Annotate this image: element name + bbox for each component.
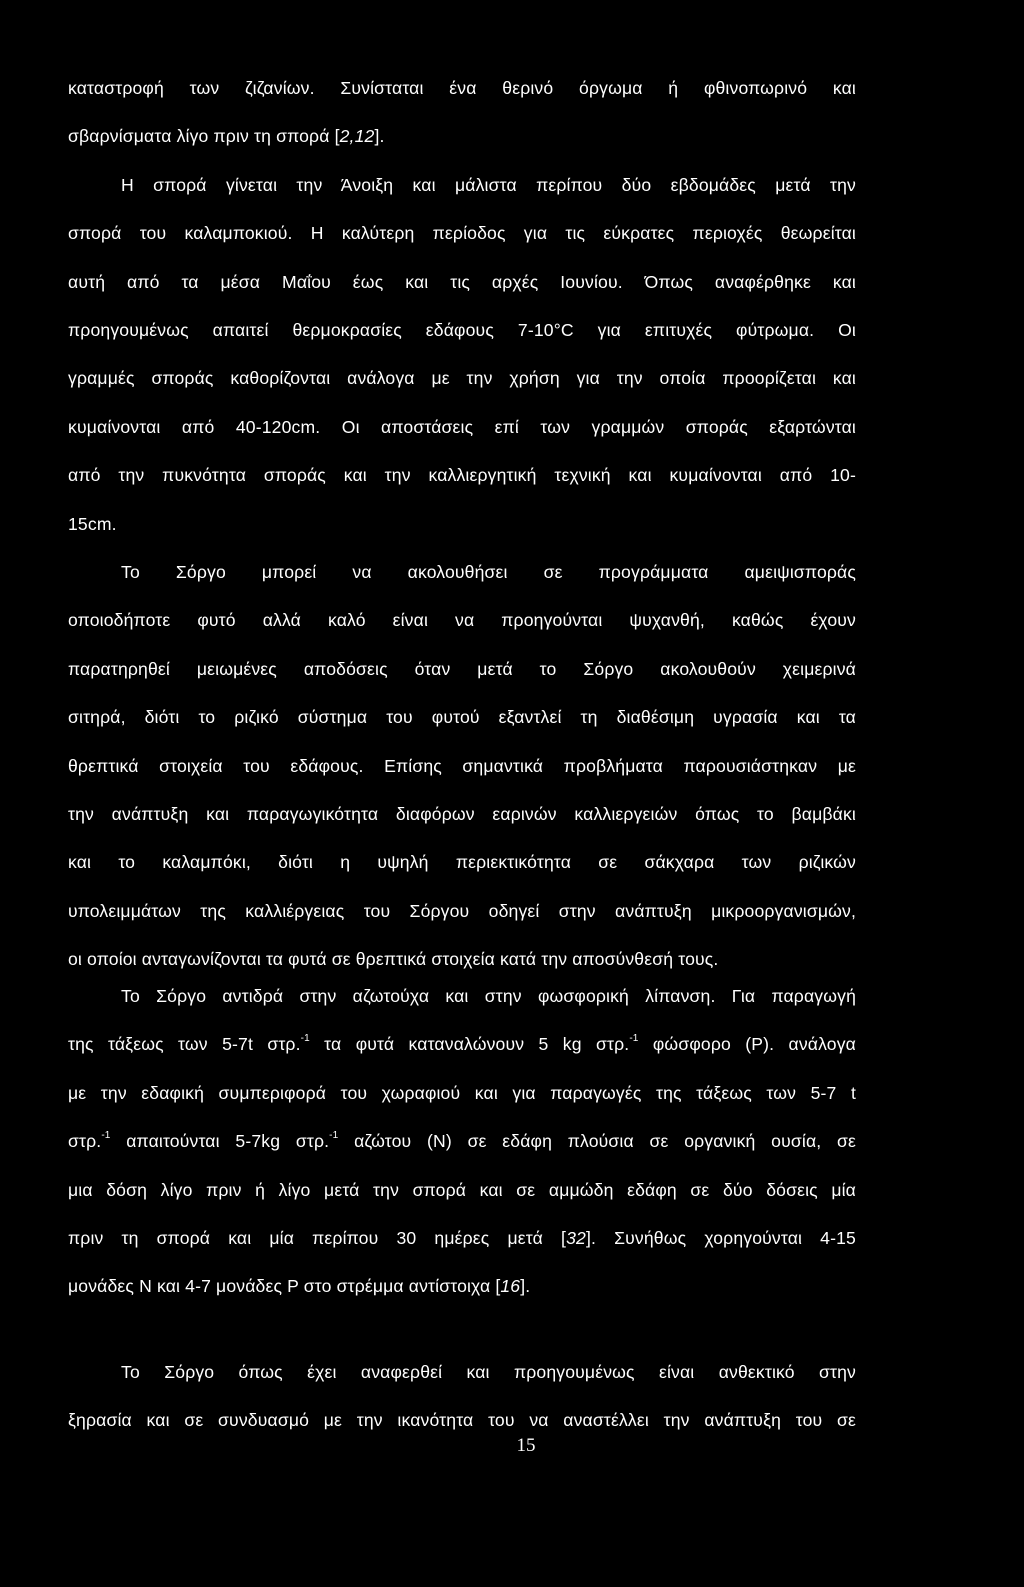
text-line: κυμαίνονται από 40-120cm. Οι αποστάσεις επί των γραμμών σποράς εξαρτώνται [68, 416, 856, 437]
text-line: γραμμές σποράς καθορίζονται ανάλογα με την χρήση για την οποία προορίζεται και [68, 368, 856, 389]
text-line: καταστροφή των ζιζανίων. Συνίσταται ένα θερινό όργωμα ή φθινοπωρινό και [68, 78, 856, 98]
text-line: οποιοδήποτε φυτό αλλά καλό είναι να προηγούνται ψυχανθή, καθώς έχουν [68, 610, 856, 631]
text-line: σπορά του καλαμποκιού. Η καλύτερη περίοδος για τις εύκρατες περιοχές θεωρείται [68, 223, 856, 244]
text-line: υπολειμμάτων της καλλιέργειας του Σόργου οδηγεί στην ανάπτυξη μικροοργανισμών, [68, 900, 856, 921]
text-line: παρατηρηθεί μειωμένες αποδόσεις όταν μετά το Σόργο ακολουθούν χειμερινά [68, 658, 856, 679]
paragraph-group-sowing [68, 64, 856, 548]
citation: 2,12 [339, 126, 375, 147]
text-line: ξηρασία και σε συνδυασμό με την ικανότητα του να αναστέλλει την ανάπτυξη του σε [68, 1410, 856, 1431]
text-line: από την πυκνότητα σποράς και την καλλιεργητική τεχνική και κυμαίνονται από 10- [68, 465, 856, 486]
paragraph-crop-rotation [68, 548, 856, 984]
citation: 32 [566, 1227, 586, 1248]
superscript: -1 [101, 1130, 111, 1142]
text-line: και το καλαμπόκι, διότι η υψηλή περιεκτικότητα σε σάκχαρα των ριζικών [68, 852, 856, 873]
text-line: στρ.$^{-1}$ απαιτούνται 5-7kg στρ.$^{-1}$ αζώτου (N) σε εδάφη πλούσια σε οργανική ουσία, σε [68, 1130, 856, 1152]
text-line: της τάξεως των 5-7t στρ.$^{-1}$ τα φυτά καταναλώνουν 5 kg στρ.$^{-1}$ φώσφορο (P). ανάλογα [68, 1033, 856, 1055]
text-line: οι οποίοι ανταγωνίζονται τα φυτά σε θρεπτικά στοιχεία κατά την αποσύνθεσή τους. [68, 949, 719, 970]
text-line: Το Σόργο αντιδρά στην αζωτούχα και στην φωσφορική λίπανση. Για παραγωγή [121, 986, 856, 1006]
text-line: Το Σόργο μπορεί να ακολουθήσει σε προγράμματα αμειψισποράς [121, 562, 856, 582]
text-line: Το Σόργο όπως έχει αναφερθεί και προηγουμένως είναι ανθεκτικό στην [121, 1362, 856, 1382]
text-line: με την εδαφική συμπεριφορά του χωραφιού και για παραγωγές της τάξεως των 5-7 t [68, 1082, 856, 1103]
text-line: Η σπορά γίνεται την Άνοιξη και μάλιστα περίπου δύο εβδομάδες μετά την [121, 174, 856, 195]
paragraph-fertilization [68, 972, 856, 1311]
text-line: την ανάπτυξη και παραγωγικότητα διαφόρων εαρινών καλλιεργειών όπως το βαμβάκι [68, 803, 856, 824]
citation: 16 [500, 1276, 521, 1297]
superscript: -1 [329, 1130, 339, 1142]
text-line: πριν τη σπορά και μία περίπου 30 ημέρες μετά [32]. Συνήθως χορηγούνται 4-15 [68, 1227, 856, 1248]
text-line: θρεπτικά στοιχεία του εδάφους. Επίσης σημαντικά προβλήματα παρουσιάστηκαν με [68, 755, 856, 776]
superscript: -1 [300, 1033, 310, 1045]
text-line: 15cm. [68, 513, 117, 534]
paragraph-drought [68, 1348, 856, 1445]
text-line: αυτή από τα μέσα Μαΐου έως και τις αρχές Ιουνίου. Όπως αναφέρθηκε και [68, 271, 856, 292]
page-number: 15 [516, 1435, 536, 1456]
superscript: -1 [629, 1033, 639, 1045]
text-line: προηγουμένως απαιτεί θερμοκρασίες εδάφους 7-10°C για επιτυχές φύτρωμα. Οι [68, 319, 856, 340]
text-line: μονάδες N και 4-7 μονάδες P στο στρέμμα αντίστοιχα [16]. [68, 1276, 531, 1297]
text-line: μια δόση λίγο πριν ή λίγο μετά την σπορά και σε αμμώδη εδάφη σε δύο δόσεις μία [68, 1179, 856, 1200]
text-line: σιτηρά, διότι το ριζικό σύστημα του φυτού εξαντλεί τη διαθέσιμη υγρασία και τα [68, 707, 856, 728]
text-line: σβαρνίσματα λίγο πριν τη σπορά [2,12]. [68, 126, 385, 147]
